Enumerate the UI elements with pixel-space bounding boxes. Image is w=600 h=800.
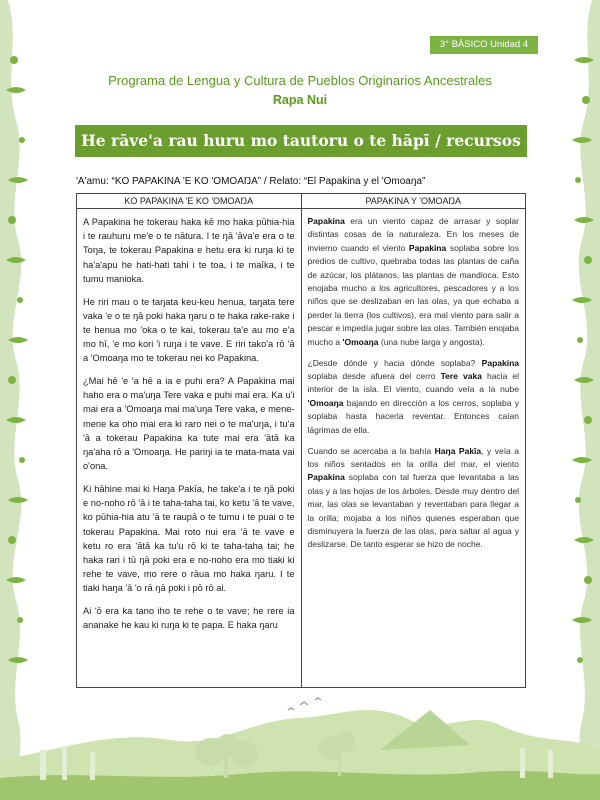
header-spanish: PAPAKINA Y 'OMOAŊA xyxy=(301,194,526,209)
grade-unit-badge: 3° BÁSICO Unidad 4 xyxy=(430,36,538,54)
spanish-text-run: , y veía a los niños sentados en la orilla del mar, el viento xyxy=(307,445,519,469)
spanish-bold-term: Papakina xyxy=(307,216,345,226)
spanish-paragraph xyxy=(308,445,520,552)
spanish-text-run: Cuando se acercaba a la bahía xyxy=(307,445,435,456)
spanish-paragraph xyxy=(308,357,520,437)
landscape-illustration xyxy=(0,690,600,800)
spanish-bold-term: Tere vaka xyxy=(440,370,482,381)
spanish-text-run: soplaba con tal fuerza que levantaba a las olas y a las hojas de los árboles. Desde muy dentro del mar, las olas se levantaban y reventaban para llegar a la orilla; mojaba a los niños quienes esperaban que disminuyera la fuerza de las olas, para saltar al agua y deslizarse. De tanto esperar se hizo de noche. xyxy=(307,472,519,550)
spanish-text-run: hacia el interior de la isla. El viento, cuando veía a la nube xyxy=(307,370,519,395)
right-decorative-border xyxy=(562,0,600,800)
story-subtitle: 'A'amu: “KO PAPAKINA 'E KO 'OMOAŊA” / Relato: “El Papakina y el 'Omoaŋa” xyxy=(76,176,426,187)
spanish-bold-term: Papakina xyxy=(408,242,447,253)
spanish-text-run: era un viento capaz de arrasar y soplar distintas cosas de la naturaleza. En los meses de invierno cuando el viento xyxy=(307,216,519,253)
story-table xyxy=(76,193,526,688)
program-header xyxy=(0,73,600,107)
program-title: Programa de Lengua y Cultura de Pueblos Originarios Ancestrales xyxy=(108,73,492,88)
spanish-text-run: (una nube larga y angosta). xyxy=(378,336,485,347)
header-rapanui: KO PAPAKINA 'E KO 'OMOAŊA xyxy=(77,194,302,209)
spanish-text-run: soplaba sobre los predios de cultivo, quebraba todas las plantas de caña de azúcar, los plátanos, las plantas de mandioca. Esto enojaba mucho a los agricultores, pescadores y a los niños que se deslizaban en las olas, ya que echaba a perder la tierra (los cultivos), era mal viento para salir a pescar e impedía jugar sobre las olas. También enojaba mucho a xyxy=(307,242,519,347)
spanish-bold-term: Papakina xyxy=(307,472,345,483)
spanish-bold-term: 'Omoaŋa xyxy=(342,336,379,347)
spanish-bold-term: 'Omoaŋa xyxy=(307,397,344,408)
spanish-text-run: soplaba desde afuera del cerro xyxy=(307,370,441,381)
spanish-text-column xyxy=(301,209,526,688)
rapanui-paragraph: Ki hāhine mai ki Haŋa Pakīa, he take'a i te ŋā poki e no-noho rō 'ā i te taha-taha tai, ko ketu 'ā te vave, ko pūhia-hia atu 'ā te raupā o te tumu i te puai o te tokerau Papakina. Mai roto nui era 'ā te vave e ketu ro era 'ātā ka tu'u rō ki te taha-taha tai; he haka rari i tū ŋā poki era e no-noho era mo tiaki ki rehe te vave, mo rere o rāua mo haka ŋaru. I te tiaki haŋa 'ā 'o rā ŋā poki i pō rō ai. xyxy=(83,483,295,594)
rapanui-paragraph: A Papakina he tokerau haka kē mo haka pūhia-hia i te rauhuru me'e o te nātura. I te ŋā 'āva'e era o te Toŋa, te tokerau Papakina e hetu era ki ruŋa ki te ha'a'apu he hati-hati tahi i te toa, i te maīka, i te tumu manioka. xyxy=(83,217,295,284)
left-decorative-border xyxy=(0,0,38,800)
spanish-bold-term: Haŋa Pakīa xyxy=(434,445,482,456)
rapanui-paragraph: ¿Mai hē 'e 'a hē a ia e puhi era? A Papakina mai haho era o ma'uŋa Tere vaka e puhi mai era. Ka u'i mai era a 'Omoaŋa mai ma'uŋa Tere vaka, e mene-mene ka oho mai era ki raro nei o te ma'uŋa, i tu'a 'ā a tokerau Papakina ka tute mai era 'ātā ka ŋa'aha rō a 'Omoaŋa. He pariŋi ia te mata-mata vai o'ona. xyxy=(83,376,295,472)
section-banner: He rāve'a rau huru mo tautoru o te hāpī / recursos xyxy=(75,125,527,157)
rapanui-text-column xyxy=(77,209,302,688)
spanish-text-run: bajando en dirección a los cerros, soplaba y soplaba hasta hacerla reventar. Entonces caían lágrimas de ella. xyxy=(307,397,519,435)
spanish-bold-term: Papakina xyxy=(481,357,519,368)
rapanui-paragraph: He riri mau o te taŋata keu-keu henua, taŋata tere vaka 'e o te ŋā poki haka ŋaru o te haka rake-rake i te henua mo 'oka o te kai, tokerau ta'e au mo e'a mo hī, 'e mo kori 'i ruŋa i te vave. E riri tako'a rō 'ā a 'Omoaŋa mo te tokerau nei ko Papakina. xyxy=(83,296,295,364)
spanish-text-run: ¿Desde dónde y hacia dónde soplaba? xyxy=(307,357,482,368)
spanish-paragraph xyxy=(308,215,520,349)
program-people: Rapa Nui xyxy=(272,93,328,107)
rapanui-paragraph: Ai 'ō era ka tano iho te rehe o te vave; he rere ia ananake he kau ki ruŋa ki te papa. E haka ŋaru xyxy=(83,606,295,631)
